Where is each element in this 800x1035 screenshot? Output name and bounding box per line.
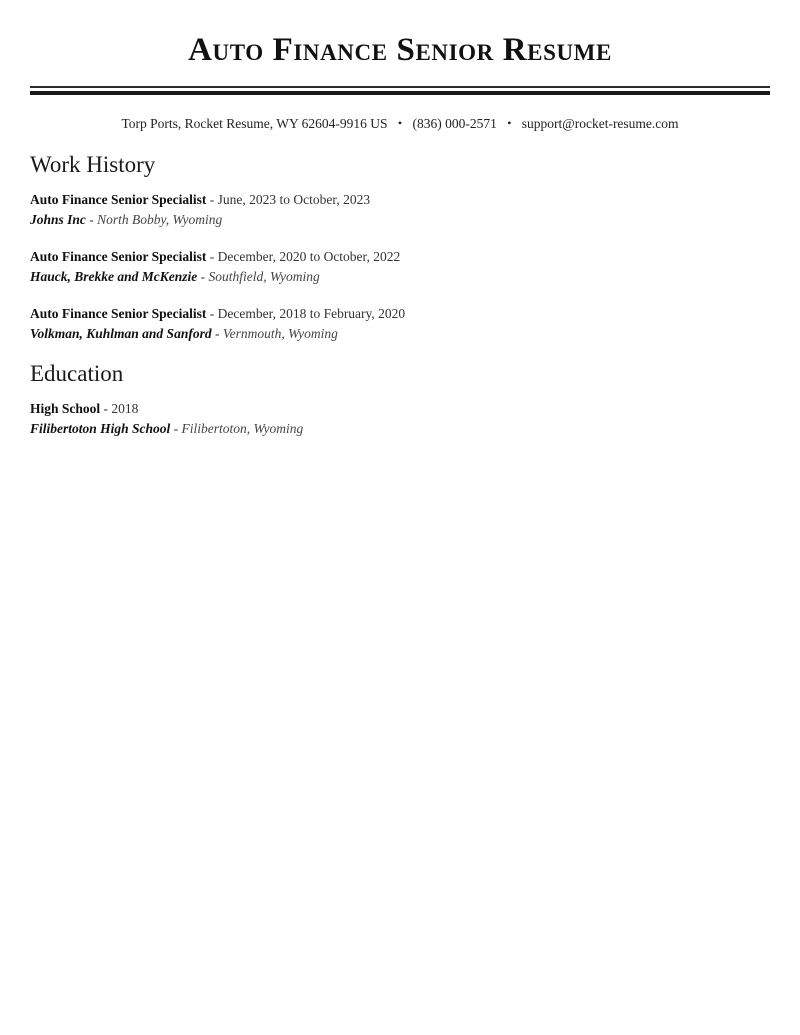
entry-dash: - <box>173 420 179 436</box>
work-entry <box>30 247 770 286</box>
contact-phone: (836) 000-2571 <box>412 116 497 131</box>
contact-line <box>0 114 800 133</box>
resume-content <box>0 151 800 438</box>
divider-line-bottom <box>30 91 770 95</box>
contact-email: support@rocket-resume.com <box>521 116 679 131</box>
entry-dash: - <box>209 192 215 207</box>
section-work-history <box>30 151 770 343</box>
page-title: Auto Finance Senior Resume <box>188 32 612 68</box>
contact-separator-2: • <box>507 116 512 130</box>
entry-dash: - <box>209 306 215 321</box>
job-title: Auto Finance Senior Specialist <box>30 249 207 264</box>
education-entry-degree-line <box>30 399 770 419</box>
entry-dash: - <box>89 211 94 227</box>
work-entry-title-line <box>30 304 770 324</box>
work-entry-title-line <box>30 247 770 267</box>
work-entry-org-line <box>30 210 770 230</box>
entry-dash: - <box>209 249 215 264</box>
job-dates: December, 2020 to October, 2022 <box>217 249 401 264</box>
company-name: Johns Inc <box>30 211 86 227</box>
job-dates: December, 2018 to February, 2020 <box>217 306 406 321</box>
entry-dash: - <box>214 325 220 341</box>
work-entry-org-line <box>30 324 770 344</box>
header-divider <box>30 86 770 95</box>
entry-dash: - <box>200 268 206 284</box>
contact-separator-1: • <box>397 116 403 130</box>
work-entry <box>30 304 770 343</box>
entry-dash: - <box>103 401 109 416</box>
section-education <box>30 360 770 438</box>
work-entry-title-line <box>30 190 770 210</box>
company-name: Hauck, Brekke and McKenzie <box>30 268 198 284</box>
company-name: Volkman, Kuhlman and Sanford <box>30 325 212 341</box>
section-heading: Work History <box>30 152 156 177</box>
work-entry-org-line <box>30 267 770 287</box>
degree-name: High School <box>30 401 101 416</box>
resume-header <box>0 0 800 133</box>
education-entry <box>30 399 770 438</box>
education-entry-school-line <box>30 419 770 439</box>
section-heading: Education <box>30 361 124 386</box>
school-location: Filibertoton, Wyoming <box>181 420 304 436</box>
job-title: Auto Finance Senior Specialist <box>30 192 207 207</box>
job-title: Auto Finance Senior Specialist <box>30 306 207 321</box>
company-location: North Bobby, Wyoming <box>97 211 223 227</box>
school-name: Filibertoton High School <box>30 420 171 436</box>
work-entry <box>30 190 770 229</box>
contact-address: Torp Ports, Rocket Resume, WY 62604-9916 US <box>121 116 388 131</box>
company-location: Vernmouth, Wyoming <box>222 325 338 341</box>
job-dates: June, 2023 to October, 2023 <box>217 192 371 207</box>
company-location: Southfield, Wyoming <box>208 268 320 284</box>
degree-year: 2018 <box>111 401 139 416</box>
